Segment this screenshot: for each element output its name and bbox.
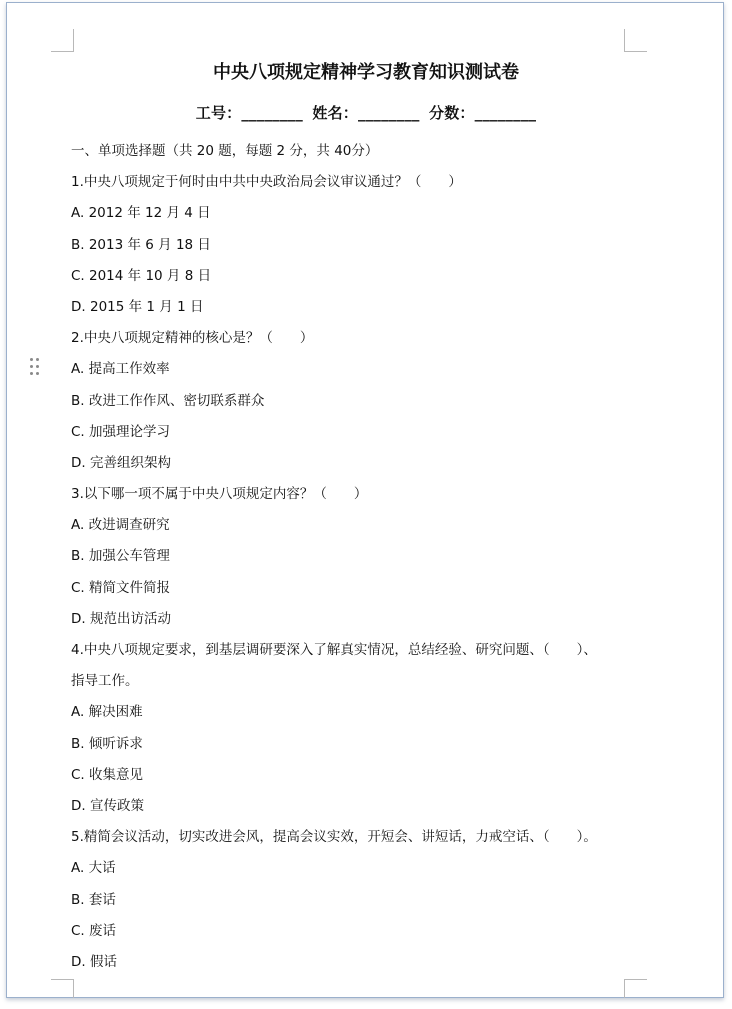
option-4b[interactable]: B. 倾听诉求 — [71, 735, 143, 752]
question-3[interactable]: 3.以下哪一项不属于中央八项规定内容？（ ） — [71, 486, 368, 503]
option-2c[interactable]: C. 加强理论学习 — [71, 423, 171, 440]
score-field[interactable]: 分数：________ — [429, 104, 537, 122]
document-title[interactable]: 中央八项规定精神学习教育知识测试卷 — [213, 62, 519, 83]
option-4a[interactable]: A. 解决困难 — [71, 704, 143, 721]
crop-mark-top-right — [624, 29, 647, 52]
question-4[interactable]: 4.中央八项规定要求，到基层调研要深入了解真实情况，总结经验、研究问题、（ ）、 — [71, 642, 597, 658]
option-3a[interactable]: A. 改进调查研究 — [71, 517, 170, 534]
option-1a[interactable]: A. 2012 年 12 月 4 日 — [71, 205, 211, 222]
section-heading[interactable]: 一、单项选择题（共 20 题，每题 2 分，共 40分） — [71, 143, 379, 159]
option-5a[interactable]: A. 大话 — [71, 860, 116, 877]
option-4d[interactable]: D. 宣传政策 — [71, 797, 144, 814]
option-4c[interactable]: C. 收集意见 — [71, 766, 144, 783]
option-2b[interactable]: B. 改进工作作风、密切联系群众 — [71, 392, 265, 409]
question-4-continued[interactable]: 指导工作。 — [71, 673, 139, 690]
option-5c[interactable]: C. 废话 — [71, 922, 117, 939]
option-3d[interactable]: D. 规范出访活动 — [71, 610, 171, 627]
crop-mark-bottom-right — [624, 979, 647, 998]
crop-mark-bottom-left — [51, 979, 74, 998]
info-fields-line[interactable] — [0, 102, 732, 123]
crop-mark-top-left — [51, 29, 74, 52]
option-5b[interactable]: B. 套话 — [71, 891, 116, 908]
employee-id-field[interactable]: 工号：________ — [195, 104, 303, 122]
option-5d[interactable]: D. 假话 — [71, 953, 117, 970]
drag-handle-icon[interactable] — [30, 358, 40, 376]
option-2a[interactable]: A. 提高工作效率 — [71, 361, 170, 378]
option-1c[interactable]: C. 2014 年 10 月 8 日 — [71, 267, 212, 284]
option-3b[interactable]: B. 加强公车管理 — [71, 548, 170, 565]
document-body[interactable] — [71, 136, 641, 978]
question-1[interactable]: 1.中央八项规定于何时由中共中央政治局会议审议通过？（ ） — [71, 174, 462, 191]
question-5[interactable]: 5.精简会议活动，切实改进会风，提高会议实效，开短会、讲短话，力戒空话、（ ）。 — [71, 829, 597, 846]
name-field[interactable]: 姓名：________ — [312, 104, 420, 122]
question-2[interactable]: 2.中央八项规定精神的核心是？（ ） — [71, 330, 314, 347]
option-1b[interactable]: B. 2013 年 6 月 18 日 — [71, 236, 211, 253]
option-1d[interactable]: D. 2015 年 1 月 1 日 — [71, 298, 204, 315]
option-2d[interactable]: D. 完善组织架构 — [71, 454, 171, 471]
option-3c[interactable]: C. 精简文件简报 — [71, 579, 171, 596]
